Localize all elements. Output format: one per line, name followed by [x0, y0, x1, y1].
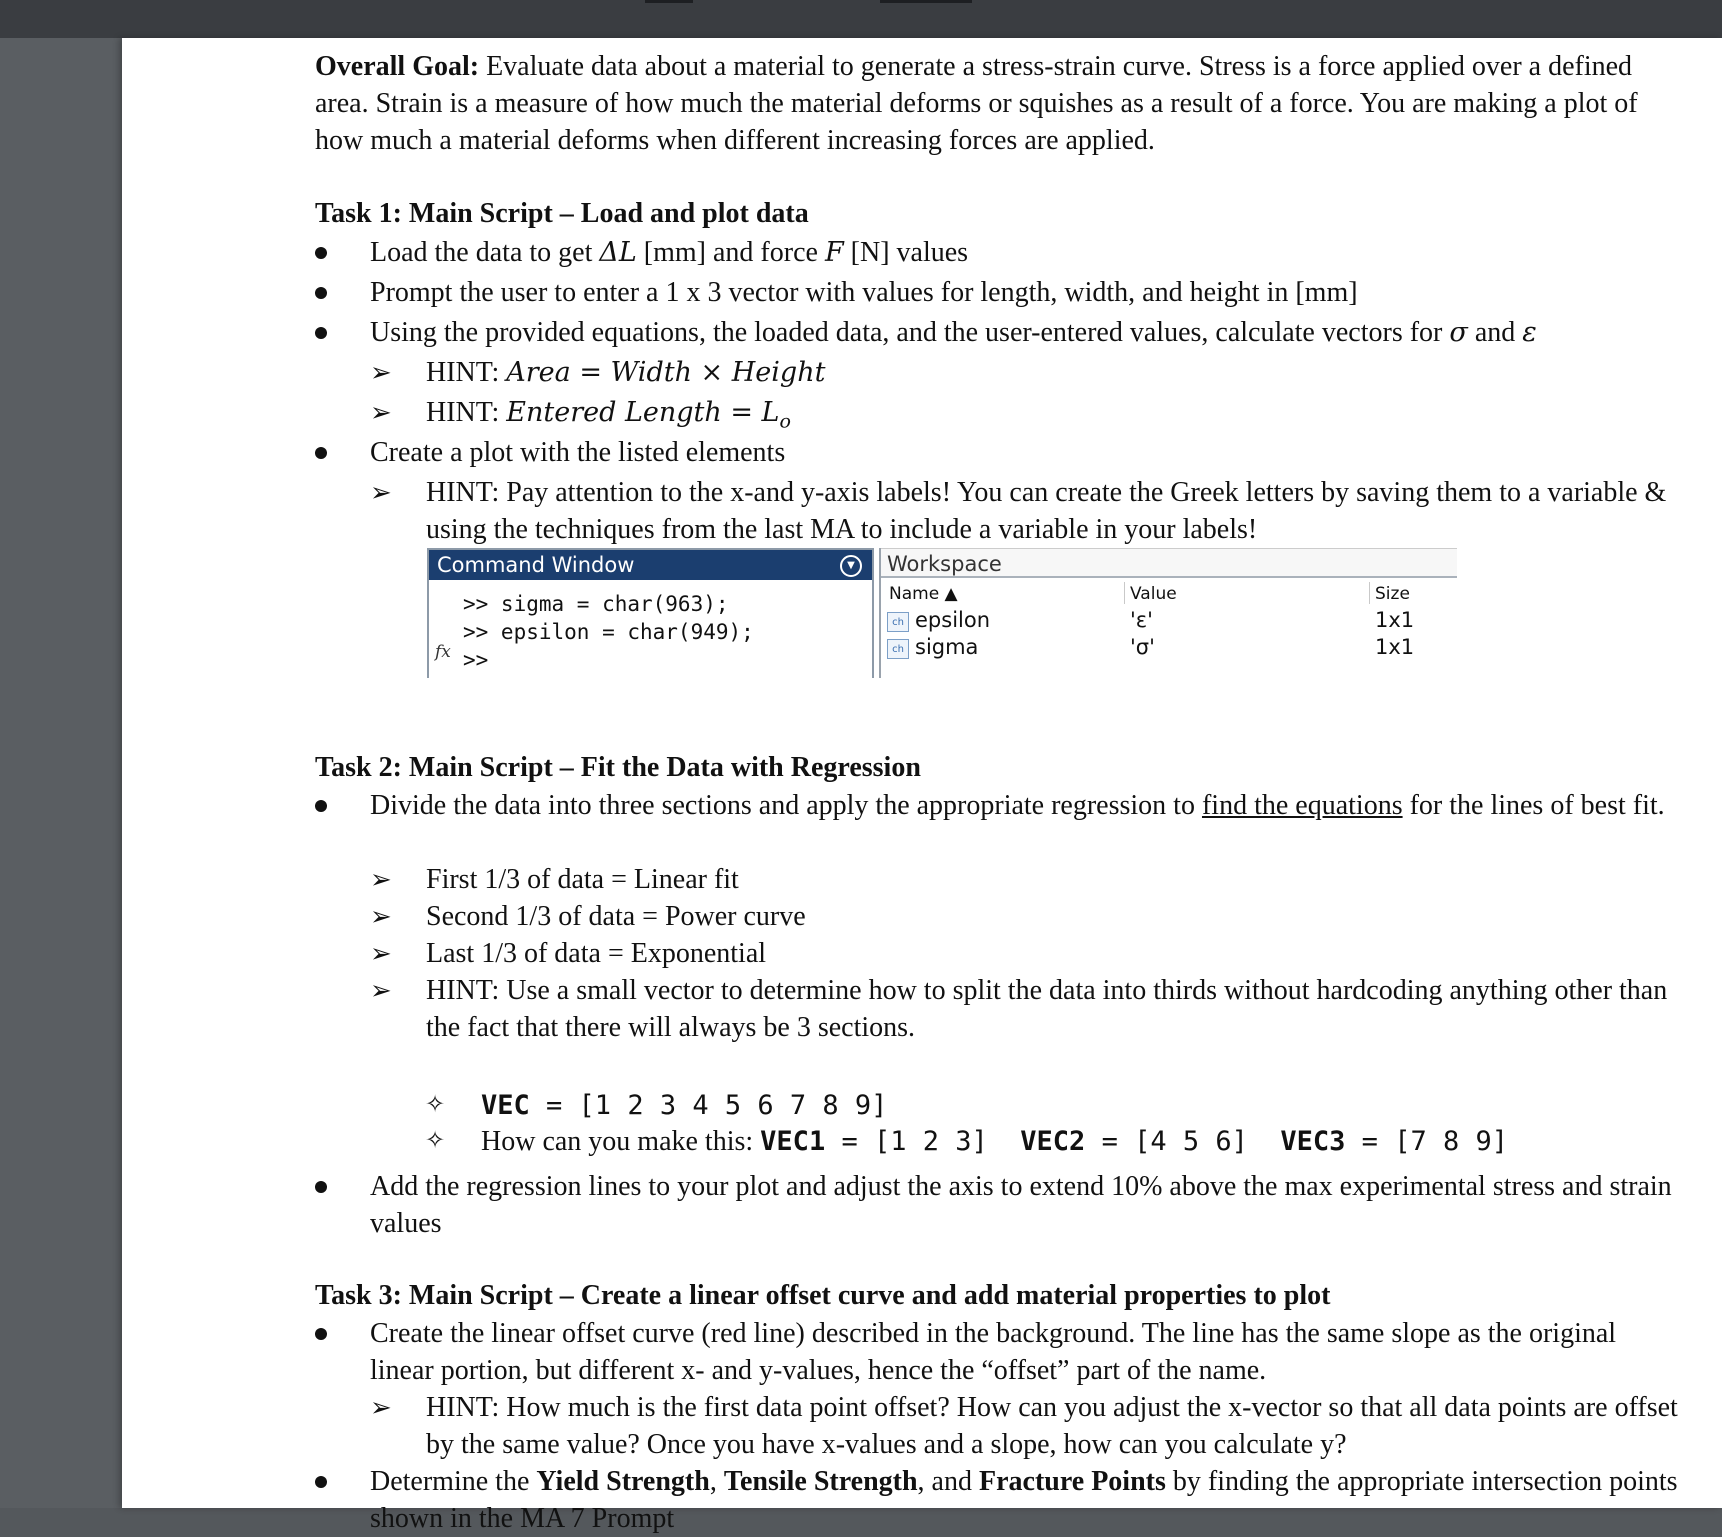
- bullet-icon: [315, 247, 327, 259]
- task1-heading: Task 1: Main Script – Load and plot data: [315, 198, 809, 229]
- workspace-title: Workspace: [881, 548, 1457, 578]
- command-window-title: Command Window ▼: [429, 550, 872, 580]
- arrow-bullet-icon: ➢: [370, 939, 392, 968]
- workspace-var-size: 1x1: [1375, 608, 1415, 632]
- force-symbol: F: [824, 237, 844, 268]
- command-line: >> sigma = char(963);: [463, 592, 729, 616]
- document-page: Overall Goal: Evaluate data about a material to generate a stress-strain curve. Stress is a force applied over a defined area. Strain is a measure of how much the material deforms or squishes as a result of a force. You are making a plot of how much a material deforms when different increasing forces are applied. Task 1: Main Script – Load and plot data Load the data to get ΔL [mm] and force F [N] values Prompt the user to enter a 1 x 3 vector with values for length, width, and height in [mm] Using the provided equations, the loaded data, and the user-entered values, calculate vectors for σ and ε ➢ HINT: Area = Width × Height ➢ HINT: Entered Length = $L_o$ Create a plot with the listed elements ➢ HINT: Pay attention to the x-and y-axis labels! You can create the Greek letters by saving them to a variable & using the techniques from the last MA to include a variable in your labels! Task 2: Main Script – Fit the Data with Regression Divide the data into three sections and apply the appropriate regression to find the equations for the lines of best fit. ➢ First 1/3 of data = Linear fit ➢ Second 1/3 of data = Power curve ➢ Last 1/3 of data = Exponential ➢ HINT: Use a small vector to determine how to split the data into thirds without hardcoding anything other than the fact that there will always be 3 sections. ✧ VEC = [1 2 3 4 5 6 7 8 9] ✧ How can you make this: VEC1 = [1 2 3] VEC2 = [4 5 6] VEC3 = [7 8 9] Add the regression lines to your plot and adjust the axis to extend 10% above the max experimental stress and strain values Task 3: Main Script – Create a linear offset curve and add material properties to plot Create the linear offset curve (red line) described in the background. The line has the same slope as the original linear portion, but different x- and y-values, hence the “offset” part of the name. ➢ HINT: How much is the first data point offset? How can you adjust the x-vector so that all data points are offset by the same value? Once you have x-values and a slope, how can you calculate y? Determine the Yield Strength, Tensile Strength, and Fracture Points by finding the appropriate intersection points shown in the MA 7 Prompt Command Window ▼ >> sigma = char(963); >> epsilon = char(949); fx >> Workspace Name ▲ Value Size ch epsilon 'ε' 1x1 ch sigma 'σ' 1x1: [122, 38, 1722, 1508]
- bullet-icon: [315, 1328, 327, 1340]
- vec-value: = [1 2 3 4 5 6 7 8 9]: [529, 1090, 888, 1121]
- bullet-icon: [315, 800, 327, 812]
- bullet-icon: [315, 327, 327, 339]
- arrow-bullet-icon: ➢: [370, 478, 392, 507]
- bullet-icon: [315, 1181, 327, 1193]
- overall-goal-label: Overall Goal:: [315, 51, 480, 82]
- area-equation: Area = Width × Height: [506, 357, 826, 388]
- bullet-icon: [315, 447, 327, 459]
- char-variable-icon: ch: [887, 639, 909, 659]
- toolbar-tab-marker: [645, 0, 693, 3]
- chevron-down-icon[interactable]: ▼: [840, 555, 862, 577]
- bullet-icon: [315, 1476, 327, 1488]
- arrow-bullet-icon: ➢: [370, 1393, 392, 1422]
- arrow-bullet-icon: ➢: [370, 976, 392, 1005]
- arrow-bullet-icon: ➢: [370, 358, 392, 387]
- task2-heading: Task 2: Main Script – Fit the Data with Regression: [315, 752, 921, 783]
- workspace-var-value: 'ε': [1130, 608, 1153, 632]
- arrow-bullet-icon: ➢: [370, 865, 392, 894]
- char-variable-icon: ch: [887, 612, 909, 632]
- column-header-size[interactable]: Size: [1375, 584, 1410, 604]
- column-divider: [1124, 582, 1125, 604]
- overall-goal-text: Evaluate data about a material to generate a stress-strain curve. Stress is a force applied over a defined area. Strain is a measure of how much the material deforms or squishes as a result of a force. You are making a plot of how much a material deforms when different increasing forces are applied.: [315, 51, 1638, 156]
- sigma-symbol: σ: [1449, 317, 1468, 348]
- matlab-screenshot: [427, 548, 1457, 678]
- task3-heading: Task 3: Main Script – Create a linear offset curve and add material properties to plot: [315, 1280, 1331, 1311]
- overall-goal-paragraph: [315, 48, 1685, 159]
- vec-name: VEC: [481, 1090, 530, 1121]
- column-header-name[interactable]: Name ▲: [889, 584, 958, 604]
- arrow-bullet-icon: ➢: [370, 398, 392, 427]
- command-window-panel: [427, 548, 874, 678]
- find-equations-link: find the equations: [1201, 790, 1403, 821]
- length-subscript: o: [779, 410, 791, 433]
- column-header-value[interactable]: Value: [1130, 584, 1177, 604]
- delta-l-symbol: ΔL: [599, 237, 637, 268]
- workspace-var-value: 'σ': [1130, 635, 1155, 659]
- column-divider: [1369, 582, 1370, 604]
- arrow-bullet-icon: ➢: [370, 902, 392, 931]
- workspace-var-size: 1x1: [1375, 635, 1415, 659]
- epsilon-symbol: ε: [1522, 317, 1537, 348]
- command-prompt[interactable]: >>: [463, 648, 489, 672]
- bullet-icon: [315, 287, 327, 299]
- diamond-bullet-icon: ✧: [425, 1128, 446, 1154]
- function-browser-icon[interactable]: fx: [435, 642, 451, 662]
- workspace-var-name[interactable]: epsilon: [915, 608, 991, 632]
- workspace-panel: [879, 548, 1457, 678]
- workspace-var-name[interactable]: sigma: [915, 635, 979, 659]
- length-equation: Entered Length = L: [506, 397, 780, 428]
- command-line: >> epsilon = char(949);: [463, 620, 754, 644]
- left-gutter: [0, 38, 122, 1508]
- viewer-toolbar: [0, 0, 1722, 38]
- toolbar-tab-marker: [880, 0, 972, 3]
- diamond-bullet-icon: ✧: [425, 1092, 446, 1118]
